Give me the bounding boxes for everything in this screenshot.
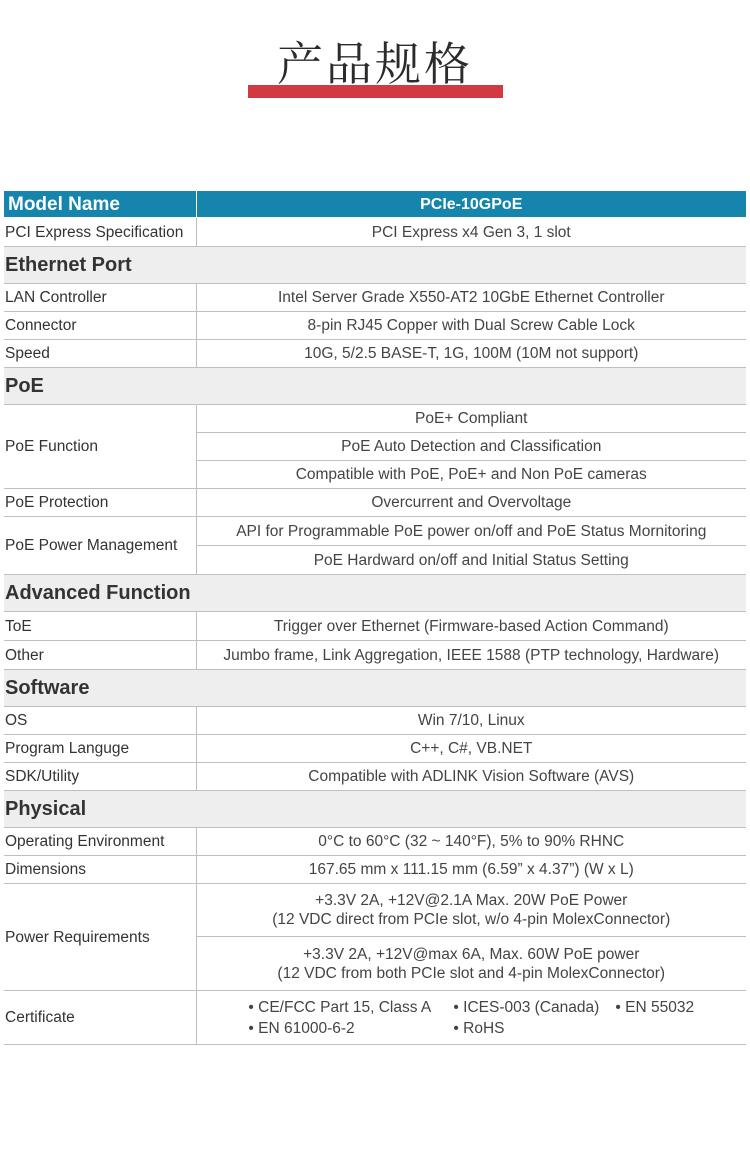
table-row [4,828,746,856]
row-value: 0°C to 60°C (32 ~ 140°F), 5% to 90% RHNC [196,828,746,856]
row-value: Trigger over Ethernet (Firmware-based Action Command) [196,612,746,641]
row-label: Dimensions [4,856,196,884]
row-value: Intel Server Grade X550-AT2 10GbE Ethernet Controller [196,284,746,312]
row-label: Connector [4,312,196,340]
row-value: PCI Express x4 Gen 3, 1 slot [196,218,746,247]
row-value: Win 7/10, Linux [196,707,746,735]
row-label: Speed [4,340,196,368]
row-label: Other [4,641,196,670]
row-value: 167.65 mm x 111.15 mm (6.59” x 4.37”) (W x L) [196,856,746,884]
row-value: Compatible with ADLINK Vision Software (AVS) [196,763,746,791]
section-title-physical: Physical [4,791,746,828]
section-title-ethernet: Ethernet Port [4,247,746,284]
row-value: Compatible with PoE, PoE+ and Non PoE cameras [196,461,746,489]
table-row [4,517,746,546]
row-value: 10G, 5/2.5 BASE-T, 1G, 100M (10M not support) [196,340,746,368]
header-label: Model Name [4,191,196,218]
row-value [196,991,746,1045]
table-row [4,340,746,368]
certificate-item: • CE/FCC Part 15, Class A [248,998,432,1016]
table-row [4,312,746,340]
table-row [4,991,746,1045]
table-header-row [4,191,746,218]
row-value: Overcurrent and Overvoltage [196,489,746,517]
section-row [4,575,746,612]
row-value: PoE+ Compliant [196,405,746,433]
certificate-item: • EN 55032 [615,998,695,1016]
row-value: PoE Hardward on/off and Initial Status Setting [196,546,746,575]
section-row [4,791,746,828]
section-title-poe: PoE [4,368,746,405]
row-value: 8-pin RJ45 Copper with Dual Screw Cable Lock [196,312,746,340]
table-row [4,284,746,312]
page-header [0,28,750,108]
table-row [4,641,746,670]
table-row [4,218,746,247]
row-value: C++, C#, VB.NET [196,735,746,763]
section-title-advanced: Advanced Function [4,575,746,612]
row-label: SDK/Utility [4,763,196,791]
table-row [4,735,746,763]
header-model: PCIe-10GPoE [196,191,746,218]
page-title: 产品规格 [277,37,473,91]
row-label: Operating Environment [4,828,196,856]
section-row [4,368,746,405]
table-row [4,884,746,937]
table-row [4,489,746,517]
certificate-list [248,997,694,1039]
power-option-1-line-2: (12 VDC direct from PCIe slot, w/o 4-pin MolexConnector) [272,911,671,928]
row-label: OS [4,707,196,735]
row-value [196,937,746,991]
row-label: PoE Protection [4,489,196,517]
row-value: Jumbo frame, Link Aggregation, IEEE 1588 (PTP technology, Hardware) [196,641,746,670]
row-label: Certificate [4,991,196,1045]
power-option-1-line-1: +3.3V 2A, +12V@2.1A Max. 20W PoE Power [315,892,628,909]
certificate-item: • ICES-003 (Canada) [453,998,600,1016]
table-row [4,612,746,641]
table-row [4,405,746,433]
row-label: Power Requirements [4,884,196,991]
row-value [196,884,746,937]
power-option-2-line-2: (12 VDC from both PCIe slot and 4-pin MolexConnector) [277,964,666,982]
table-row [4,763,746,791]
row-value: PoE Auto Detection and Classification [196,433,746,461]
table-row [4,856,746,884]
section-row [4,670,746,707]
row-label: PoE Power Management [4,517,196,575]
certificate-item: • RoHS [453,1019,505,1037]
section-row [4,247,746,284]
section-title-software: Software [4,670,746,707]
row-label: Program Languge [4,735,196,763]
table-row [4,707,746,735]
power-option-2-line-1: +3.3V 2A, +12V@max 6A, Max. 60W PoE power [303,945,640,963]
row-label: PoE Function [4,405,196,489]
spec-table [4,191,746,1045]
row-value: API for Programmable PoE power on/off and PoE Status Mornitoring [196,517,746,546]
row-label: ToE [4,612,196,641]
row-label: LAN Controller [4,284,196,312]
certificate-item: • EN 61000-6-2 [248,1019,355,1037]
row-label: PCI Express Specification [4,218,196,247]
